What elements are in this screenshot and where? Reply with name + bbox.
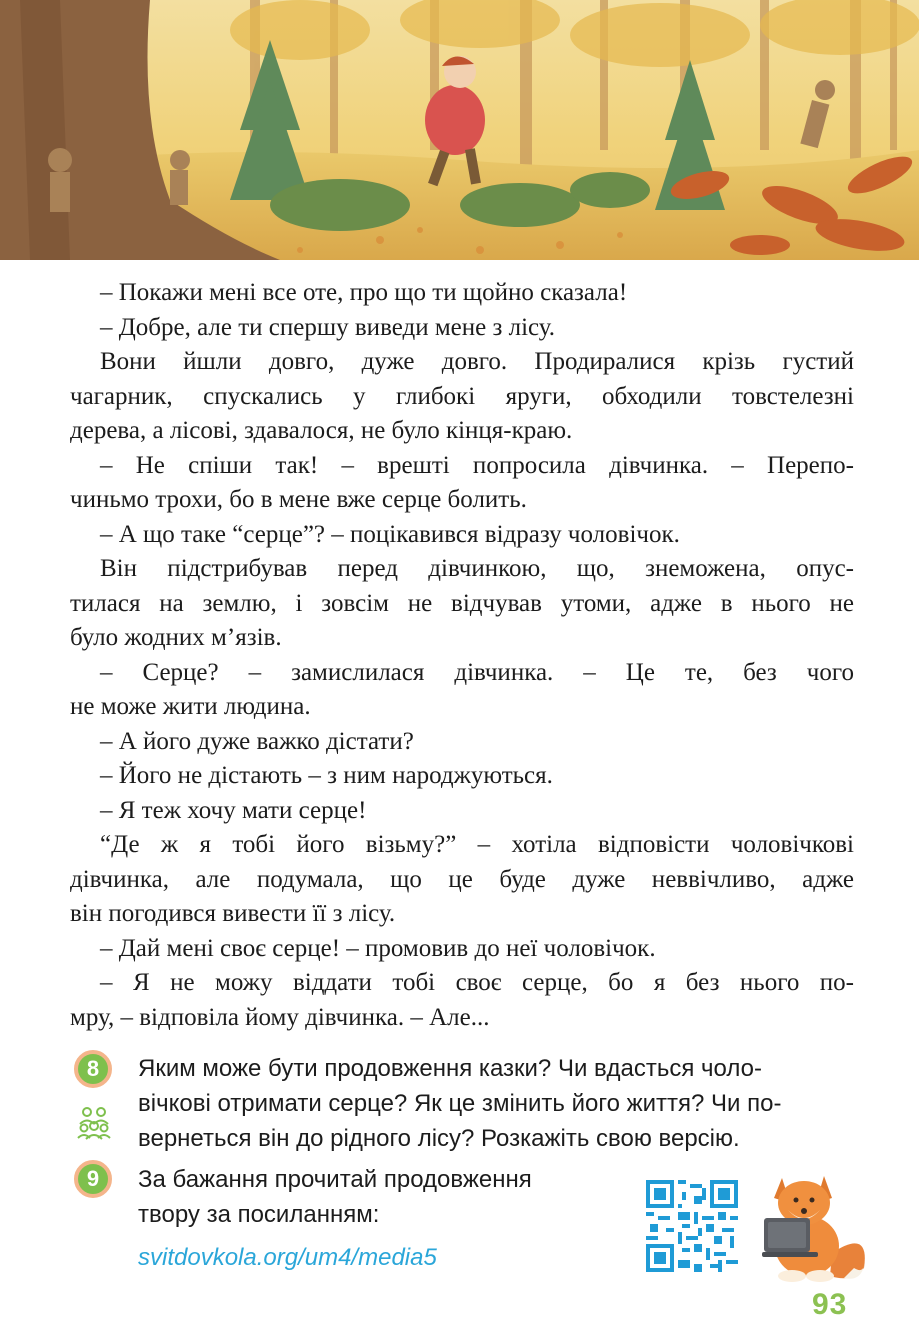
media-link[interactable]: svitdovkola.org/um4/media5 xyxy=(138,1244,437,1271)
story-line: – Я теж хочу мати серце! xyxy=(100,796,367,824)
story-line: – Не спіши так! – врешті попросила дівчинка. – Перепо- xyxy=(100,451,854,479)
qr-code[interactable] xyxy=(646,1180,738,1272)
task-9-badge: 9 xyxy=(74,1160,112,1198)
story-line: не може жити людина. xyxy=(70,693,311,720)
task-8-badge: 8 xyxy=(74,1050,112,1088)
story-text xyxy=(70,276,854,1035)
story-line: – А його дуже важко дістати? xyxy=(100,727,414,755)
story-line: – А що таке “серце”? – поцікавився відразу чоловічок. xyxy=(100,520,680,548)
story-line: – Добре, але ти спершу виведи мене з лісу. xyxy=(100,313,556,341)
story-line: чиньмо трохи, бо в мене вже серце болить. xyxy=(70,486,527,513)
story-line: Вони йшли довго, дуже довго. Продиралися крізь густий xyxy=(100,348,854,375)
story-line: – Покажи мені все оте, про що ти щойно сказала! xyxy=(100,279,628,306)
story-line: він погодився вивести її з лісу. xyxy=(70,900,396,927)
story-line: “Де ж я тобі його візьму?” – хотіла відповісти чоловічкові xyxy=(100,831,854,858)
task-8-line: Яким може бути продовження казки? Чи вдасться чоло- xyxy=(138,1055,762,1082)
story-line: – Дай мені своє серце! – промовив до неї чоловічок. xyxy=(100,934,656,962)
task-8-line: вернеться він до рідного лісу? Розкажіть свою версію. xyxy=(138,1125,740,1152)
story-line: чагарник, спускались у глибокі яруги, обходили товстелезні xyxy=(70,382,854,410)
forest-illustration xyxy=(0,0,919,260)
story-line: Він підстрибував перед дівчинкою, що, знеможена, опус- xyxy=(100,555,854,582)
page-number: 93 xyxy=(812,1288,848,1321)
story-line: тилася на землю, і зовсім не відчував утоми, адже в нього не xyxy=(70,589,854,617)
task-8-line: вічкові отримати серце? Як це змінить його життя? Чи по- xyxy=(138,1090,782,1117)
story-line: – Його не дістають – з ним народжуються. xyxy=(100,762,553,789)
story-line: мру, – відповіла йому дівчинка. – Але... xyxy=(70,1003,490,1031)
task-8 xyxy=(138,1051,858,1156)
group-work-icon xyxy=(76,1104,112,1140)
story-line: – Я не можу віддати тобі своє серце, бо я без нього по- xyxy=(100,969,854,996)
fox-with-laptop xyxy=(752,1158,872,1283)
story-line: дерева, а лісові, здавалося, не було кінця-краю. xyxy=(70,417,573,444)
task-9 xyxy=(138,1162,608,1232)
story-line: дівчинка, але подумала, що це буде дуже неввічливо, адже xyxy=(70,865,854,893)
story-line: було жодних м’язів. xyxy=(70,624,282,651)
story-line: – Серце? – замислилася дівчинка. – Це те, без чого xyxy=(100,658,854,686)
task-9-line: За бажання прочитай продовження xyxy=(138,1166,532,1193)
task-9-line: твору за посиланням: xyxy=(138,1201,380,1228)
